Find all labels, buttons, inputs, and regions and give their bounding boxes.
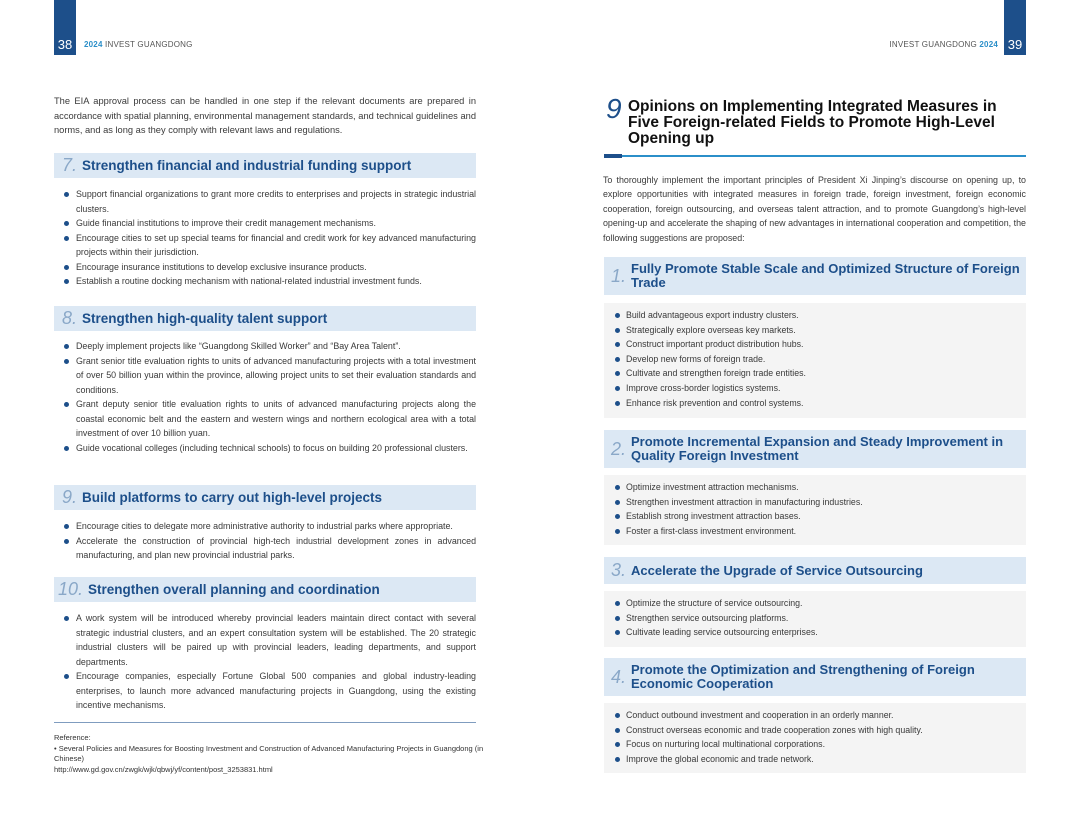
section-9-number: 9.	[62, 487, 78, 507]
list-item: Cultivate and strengthen foreign trade entities.	[604, 366, 1026, 381]
right-section-3-list	[604, 596, 1026, 640]
section-9-list	[54, 519, 476, 563]
section-9-heading	[54, 485, 476, 510]
list-item: Establish a routine docking mechanism with national-related industrial investment funds.	[54, 274, 476, 289]
right-section-2-number: 2.	[611, 438, 627, 459]
list-item: Improve cross-border logistics systems.	[604, 381, 1026, 396]
right-section-3-heading	[604, 557, 1026, 584]
list-item: Grant deputy senior title evaluation rights to units of advanced manufacturing projects along the coastal economic belt and the eastern and western wings and northern ecological area with a total investment of over 10 billion yuan.	[54, 397, 476, 441]
right-section-1-number: 1.	[611, 265, 627, 286]
list-item: Support financial organizations to grant more credits to enterprises and projects in strategic industrial clusters.	[54, 187, 476, 216]
title-underline-accent	[604, 154, 622, 158]
right-section-1-heading	[604, 257, 1026, 295]
list-item: Encourage cities to set up special teams for financial and credit work for key advanced manufacturing projects within their jurisdiction.	[54, 231, 476, 260]
list-item: Establish strong investment attraction bases.	[604, 509, 1026, 524]
list-item: Construct important product distribution hubs.	[604, 337, 1026, 352]
section-8-list	[54, 339, 476, 455]
list-item: Construct overseas economic and trade cooperation zones with high quality.	[604, 723, 1026, 738]
reference-divider	[54, 722, 476, 723]
right-section-1-title: Fully Promote Stable Scale and Optimized Structure of Foreign Trade	[631, 261, 1020, 290]
running-year-right: 2024	[979, 40, 998, 49]
right-section-1-list	[604, 308, 1026, 410]
main-section-title: Opinions on Implementing Integrated Measures in Five Foreign-related Fields to Promote High-Level Opening up	[628, 98, 997, 147]
section-7-title: Strengthen financial and industrial funding support	[82, 158, 412, 173]
list-item: Strengthen service outsourcing platforms.	[604, 611, 1026, 626]
left-intro-paragraph: The EIA approval process can be handled in one step if the relevant documents are prepared in accordance with spatial planning, environmental management standards, and technical guidelines and norms, and as long as they comply with relevant laws and regulations.	[54, 96, 476, 136]
right-section-1-body	[604, 303, 1026, 418]
section-10-number: 10.	[58, 579, 84, 599]
list-item: Encourage cities to delegate more administrative authority to industrial parks where appropriate.	[54, 519, 476, 534]
list-item: Deeply implement projects like “Guangdong Skilled Worker” and “Bay Area Talent”.	[54, 339, 476, 354]
main-section-number: 9	[606, 93, 622, 124]
section-8-title: Strengthen high-quality talent support	[82, 311, 328, 326]
list-item: Guide vocational colleges (including technical schools) to focus on building 20 professional clusters.	[54, 441, 476, 456]
list-item: Strategically explore overseas key markets.	[604, 323, 1026, 338]
reference-label: Reference:	[54, 733, 91, 742]
right-section-4-body	[604, 703, 1026, 773]
running-header-left	[84, 40, 193, 49]
right-section-4-heading	[604, 658, 1026, 696]
right-section-4-number: 4.	[611, 666, 627, 687]
list-item: Grant senior title evaluation rights to units of advanced manufacturing projects with a total investment of over 50 billion yuan within the province, allowing project units to set their evaluation standards and conditions.	[54, 354, 476, 398]
list-item: Foster a first-class investment environment.	[604, 524, 1026, 539]
right-section-2-list	[604, 480, 1026, 538]
list-item: Optimize investment attraction mechanisms.	[604, 480, 1026, 495]
reference-url[interactable]: http://www.gd.gov.cn/zwgk/wjk/qbwj/yf/content/post_3253831.html	[54, 764, 273, 774]
list-item: Improve the global economic and trade network.	[604, 752, 1026, 767]
section-10-heading	[54, 577, 476, 602]
list-item: Strengthen investment attraction in manufacturing industries.	[604, 495, 1026, 510]
right-section-2-title: Promote Incremental Expansion and Steady Improvement in Quality Foreign Investment	[631, 434, 1004, 463]
right-section-4-title: Promote the Optimization and Strengthening of Foreign Economic Cooperation	[631, 662, 975, 691]
list-item: Accelerate the construction of provincial high-tech industrial development zones in advanced manufacturing, and plan new provincial industrial parks.	[54, 534, 476, 563]
list-item: Guide financial institutions to improve their credit management mechanisms.	[54, 216, 476, 231]
right-section-4-list	[604, 708, 1026, 766]
list-item: Focus on nurturing local multinational corporations.	[604, 737, 1026, 752]
list-item: Develop new forms of foreign trade.	[604, 352, 1026, 367]
section-10-list	[54, 611, 476, 713]
list-item: Encourage companies, especially Fortune Global 500 companies and global industry-leading enterprises, to launch more advanced manufacturing projects in Guangdong, using the existing incentive mechanisms.	[54, 669, 476, 713]
list-item: A work system will be introduced whereby provincial leaders maintain direct contact with several strategic industrial clusters, and an expert consultation system will be established. The 20 strategic industrial clusters will be paired up with provincial leaders, leading departments, and support departments.	[54, 611, 476, 669]
section-7-heading	[54, 153, 476, 178]
section-9-title: Build platforms to carry out high-level projects	[82, 490, 383, 505]
right-section-3-number: 3.	[611, 560, 627, 580]
right-section-2-heading	[604, 430, 1026, 468]
title-underline	[604, 155, 1026, 157]
right-section-3-title: Accelerate the Upgrade of Service Outsourcing	[631, 562, 923, 578]
page-number-right: 39	[1004, 0, 1026, 55]
list-item: Optimize the structure of service outsourcing.	[604, 596, 1026, 611]
section-8-number: 8.	[62, 308, 78, 328]
right-intro-paragraph: To thoroughly implement the important principles of President Xi Jinping’s discourse on opening up, to explore opportunities with integrated measures in foreign trade, foreign investment, foreign economic cooperation, foreign outsourcing, and overseas talent attraction, and to promote Guangdong’s high-level opening-up and accelerate the shaping of new advantages in international cooperation and competition, the following suggestions are proposed:	[603, 175, 1026, 243]
reference-block	[54, 733, 484, 775]
list-item: Conduct outbound investment and cooperation in an orderly manner.	[604, 708, 1026, 723]
section-7-number: 7.	[62, 155, 78, 175]
page-number-left: 38	[54, 0, 76, 55]
running-year-left: 2024	[84, 40, 103, 49]
list-item: Encourage insurance institutions to develop exclusive insurance products.	[54, 260, 476, 275]
running-text-right: INVEST GUANGDONG	[889, 40, 977, 49]
section-7-list	[54, 187, 476, 289]
reference-item: • Several Policies and Measures for Boosting Investment and Construction of Advanced Manufacturing Projects in Guangdong (in Chinese)	[54, 743, 484, 763]
running-text-left: INVEST GUANGDONG	[105, 40, 193, 49]
section-8-heading	[54, 306, 476, 331]
list-item: Cultivate leading service outsourcing enterprises.	[604, 625, 1026, 640]
right-section-3-body	[604, 591, 1026, 647]
right-section-2-body	[604, 475, 1026, 545]
list-item: Enhance risk prevention and control systems.	[604, 396, 1026, 411]
list-item: Build advantageous export industry clusters.	[604, 308, 1026, 323]
running-header-right	[889, 40, 998, 49]
section-10-title: Strengthen overall planning and coordination	[88, 582, 380, 597]
